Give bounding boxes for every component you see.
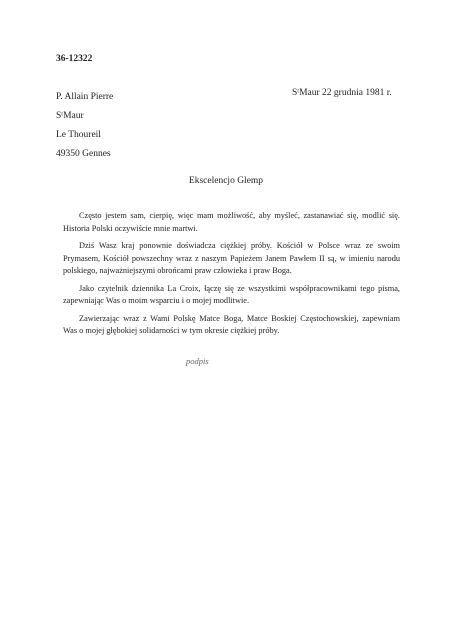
sender-street: Le Thoureil bbox=[56, 130, 101, 140]
sender-name: P. Allain Pierre bbox=[56, 92, 114, 102]
sender-address-block bbox=[56, 88, 113, 164]
place-and-date: SᵗMaur 22 grudnia 1981 r. bbox=[292, 88, 392, 98]
sender-town: SᵗMaur bbox=[56, 111, 84, 121]
body-paragraph: Dziś Wasz kraj ponownie doświadcza ciężkiej próby. Kościół w Polsce wraz ze swoim Prymasem, Kościół powszechny wraz z naszym Papieżem Janem Pawłem II są, w imieniu narodu polskiego, najważniejszymi obrońcami praw człowieka i praw Boga. bbox=[63, 241, 400, 275]
body-paragraph: Często jestem sam, cierpię, więc mam możliwość, aby myśleć, zastanawiać się, modlić się. Historia Polski oczywiście mnie martwi. bbox=[63, 211, 400, 233]
document-reference-number: 36-12322 bbox=[56, 54, 93, 64]
salutation: Ekscelencjo Glemp bbox=[188, 176, 264, 186]
letter-body bbox=[63, 210, 400, 343]
body-paragraph: Jako czytelnik dziennika La Croix, łączę się ze wszystkimi współpracownikami tego pisma, zapewniając Was o moim wsparciu i o mojej modlitwie. bbox=[63, 283, 400, 305]
signature-placeholder: podpis bbox=[186, 356, 209, 366]
body-paragraph: Zawierzając wraz z Wami Polskę Matce Boga, Matce Boskiej Częstochowskiej, zapewniam Was o mojej głębokiej solidarności w tym okresie ciężkiej próby. bbox=[63, 313, 400, 335]
sender-postal-code: 49350 Gennes bbox=[56, 149, 111, 159]
